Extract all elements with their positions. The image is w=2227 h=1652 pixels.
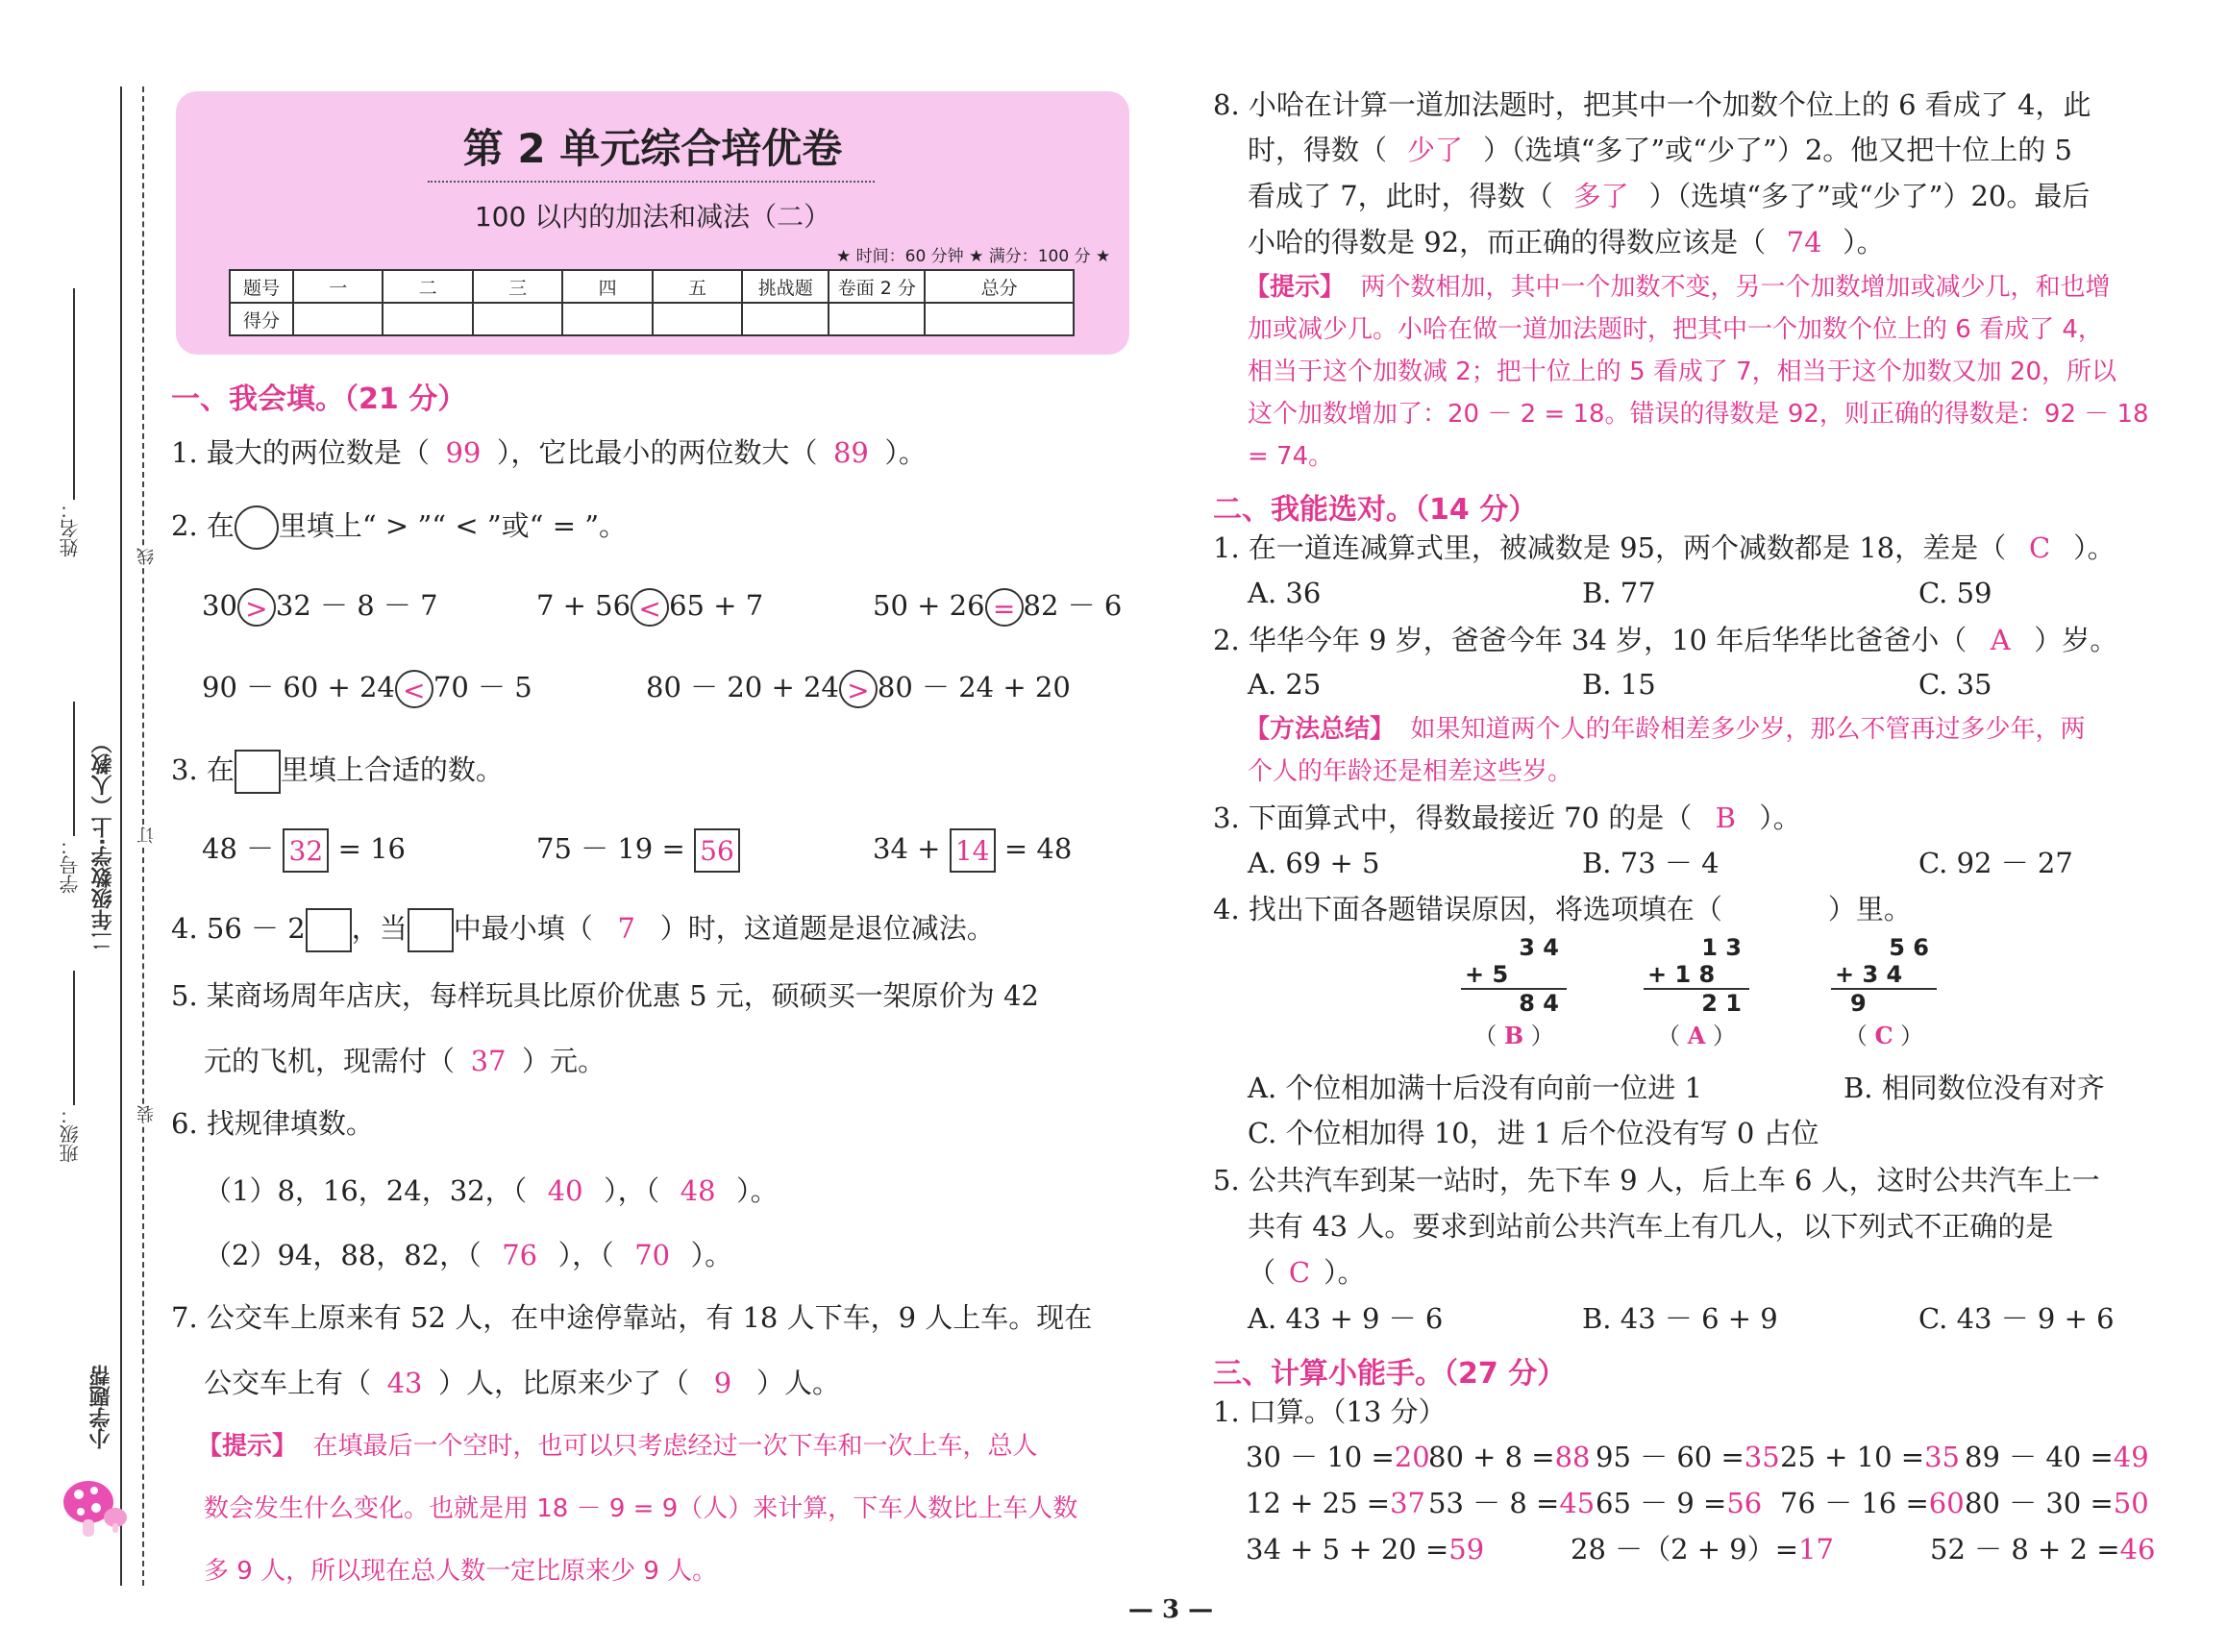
- calc-op: + 5: [1465, 961, 1509, 988]
- compare-item: 50 + 26 = 82 － 6: [873, 589, 1123, 625]
- oral-calc-answer[interactable]: 59: [1448, 1533, 1485, 1566]
- fill-box-answer[interactable]: 56: [694, 828, 740, 873]
- book-label: 二年级数学·上（人教）: [91, 731, 115, 951]
- option[interactable]: A. 36: [1248, 577, 1322, 609]
- option[interactable]: C. 92 － 27: [1918, 847, 2073, 879]
- time-score-meta: ★ 时间：60 分钟 ★ 满分：100 分 ★: [836, 247, 1111, 266]
- question-2: 2. 在 里填上“ > ”“ < ”或“ = ”。: [171, 505, 627, 550]
- oral-calc: 30 － 10 =20: [1246, 1441, 1430, 1473]
- s3-subheading: 1. 口算。（13 分）: [1213, 1395, 1447, 1428]
- option[interactable]: B. 73 － 4: [1582, 847, 1720, 879]
- oral-calc: 65 － 9 =56: [1596, 1487, 1763, 1519]
- oral-calc: 95 － 60 =35: [1596, 1441, 1780, 1473]
- answer-q1-1[interactable]: 99: [445, 436, 482, 469]
- brand-label: 小学题帮: [89, 1365, 113, 1449]
- compare-item: 30 > 32 － 8 － 7: [202, 589, 438, 625]
- oral-calc-answer[interactable]: 37: [1390, 1487, 1425, 1519]
- answer-q4[interactable]: 7: [617, 912, 635, 945]
- compare-item: 7 + 56 < 65 + 7: [536, 589, 764, 625]
- score-table-header: 五: [653, 270, 742, 303]
- score-table-header: 挑战题: [742, 270, 829, 303]
- option[interactable]: C. 59: [1918, 577, 1992, 609]
- oral-calc-answer[interactable]: 45: [1559, 1487, 1596, 1519]
- calc-top: 3 4: [1519, 934, 1559, 961]
- question-8-line3: 看成了 7，此时，得数（ 多了 ）（选填“多了”或“少了”）20。最后: [1248, 180, 2091, 212]
- cut-line-xian: 线: [135, 548, 160, 565]
- answer-q7-2[interactable]: 9: [713, 1367, 732, 1399]
- name-field-line[interactable]: [73, 288, 75, 500]
- score-cell[interactable]: [293, 303, 383, 335]
- score-table-header: 三: [473, 270, 562, 303]
- hint-q7: 【提示】 在填最后一个空时，也可以只考虑经过一次下车和一次上车，总人: [197, 1432, 1038, 1461]
- vertical-calc-2: 1 3 + 1 8 2 1 （ A ）: [1644, 934, 1749, 1050]
- score-table-header: 一: [293, 270, 383, 303]
- score-cell[interactable]: [473, 303, 562, 335]
- answer-q1-2[interactable]: 89: [832, 436, 869, 469]
- calc-result: 2 1: [1644, 988, 1749, 1017]
- id-label: 学号：: [59, 836, 82, 894]
- score-table-header: 总分: [925, 270, 1074, 303]
- section1-heading: 一、我会填。（21 分）: [171, 382, 467, 416]
- option[interactable]: A. 43 + 9 － 6: [1248, 1302, 1444, 1335]
- box-placeholder-icon: [408, 908, 454, 952]
- calc-result: 8 4: [1461, 988, 1567, 1017]
- calc-op: + 1 8: [1647, 961, 1716, 988]
- calc-result: 9: [1831, 988, 1937, 1017]
- hint-q8-line5: = 74。: [1248, 442, 1334, 471]
- question-4: 4. 56 － 2 ，当 中最小填（ 7 ）时，这道题是退位减法。: [171, 908, 995, 952]
- compare-answer[interactable]: =: [985, 588, 1024, 627]
- question-8-line4: 小哈的得数是 92，而正确的得数应该是（ 74 ）。: [1248, 226, 1885, 259]
- calc-top: 1 3: [1701, 934, 1742, 961]
- option[interactable]: B. 15: [1582, 668, 1656, 701]
- score-table-header: 四: [562, 270, 652, 303]
- answer-q6-4[interactable]: 70: [634, 1239, 671, 1271]
- circle-placeholder-icon: [235, 505, 279, 550]
- oral-calc-answer[interactable]: 20: [1394, 1441, 1430, 1473]
- method-summary-line2: 个人的年龄还是相差这些岁。: [1248, 757, 1573, 786]
- answer-q5[interactable]: 37: [470, 1045, 507, 1077]
- hint-q8-line2: 加或减少几。小哈在做一道加法题时，把其中一个加数个位上的 6 看成了 4，: [1248, 315, 2103, 344]
- section3-heading: 三、计算小能手。（27 分）: [1213, 1357, 1567, 1391]
- compare-answer[interactable]: <: [395, 670, 433, 708]
- oral-calc: 53 － 8 =45: [1428, 1487, 1596, 1519]
- answer-q7-1[interactable]: 43: [386, 1367, 423, 1399]
- answer-s2-q3[interactable]: B: [1715, 801, 1736, 834]
- page-number: — 3 —: [1127, 1595, 1214, 1624]
- s2-question-5: 5. 公共汽车到某一站时，先下车 9 人，后上车 6 人，这时公共汽车上一: [1213, 1164, 2100, 1196]
- name-label: 姓名：: [59, 500, 82, 557]
- oral-calc: 80 － 30 =50: [1965, 1487, 2149, 1519]
- oral-calc-answer[interactable]: 35: [1924, 1441, 1960, 1473]
- oral-calc-answer[interactable]: 17: [1798, 1533, 1834, 1566]
- option[interactable]: A. 个位相加满十后没有向前一位进 1: [1248, 1072, 1703, 1104]
- oral-calc: 89 － 40 =49: [1965, 1441, 2149, 1473]
- answer-s2-q2[interactable]: A: [1990, 624, 2011, 656]
- title-divider: [428, 181, 875, 183]
- question-7: 7. 公交车上原来有 52 人，在中途停靠站，有 18 人下车，9 人上车。现在: [171, 1301, 1093, 1334]
- score-row-label: 得分: [230, 303, 293, 335]
- page-title: 第 2 单元综合培优卷: [462, 125, 843, 172]
- calc-op: + 3 4: [1835, 961, 1903, 988]
- class-field-line[interactable]: [73, 971, 75, 1105]
- s2-question-3: 3. 下面算式中，得数最接近 70 的是（ B ）。: [1213, 801, 1801, 834]
- s2-question-5-line2: 共有 43 人。要求到站前公共汽车上有几人，以下列式不正确的是: [1248, 1210, 2054, 1243]
- compare-answer[interactable]: >: [839, 670, 878, 708]
- option[interactable]: C. 个位相加得 10，进 1 后个位没有写 0 占位: [1248, 1117, 1819, 1149]
- compare-answer[interactable]: >: [237, 588, 276, 627]
- oral-calc-answer[interactable]: 46: [2119, 1533, 2156, 1566]
- score-cell[interactable]: [742, 303, 829, 335]
- question-6-part1: （1）8，16，24，32，（ 40 ），（ 48 ）。: [204, 1174, 779, 1207]
- score-table: [229, 269, 1075, 336]
- s2-question-4: 4. 找出下面各题错误原因，将选项填在（ ）里。: [1213, 893, 1912, 925]
- oral-calc: 12 + 25 =37: [1246, 1487, 1425, 1519]
- answer-q6-1[interactable]: 40: [547, 1174, 583, 1207]
- oral-calc: 52 － 8 + 2 =46: [1930, 1533, 2156, 1566]
- fill-box-item: 48 － 32 = 16: [202, 828, 406, 873]
- question-8-line2: 时，得数（ 少了 ）（选填“多了”或“少了”）2。他又把十位上的 5: [1248, 134, 2072, 166]
- compare-item: 90 － 60 + 24 < 70 － 5: [202, 671, 532, 706]
- score-table-header: 卷面 2 分: [829, 270, 925, 303]
- answer-q8-1[interactable]: 少了: [1407, 134, 1464, 166]
- subtitle: 100 以内的加法和减法（二）: [474, 201, 831, 233]
- question-5: 5. 某商场周年店庆，每样玩具比原价优惠 5 元，硕硕买一架原价为 42: [171, 979, 1039, 1012]
- box-placeholder-icon: [235, 750, 281, 794]
- fill-box-item: 75 － 19 = 56: [536, 828, 740, 873]
- question-1: 1. 最大的两位数是（ 99 ），它比最小的两位数大（ 89 ）。: [171, 436, 927, 469]
- box-placeholder-icon: [306, 908, 352, 952]
- oral-calc: 76 － 16 =60: [1780, 1487, 1965, 1519]
- calc-answer[interactable]: B: [1503, 1022, 1524, 1049]
- method-summary: 【方法总结】 如果知道两个人的年龄相差多少岁，那么不管再过多少年，两: [1245, 715, 2086, 744]
- section2-heading: 二、我能选对。（14 分）: [1213, 493, 1538, 527]
- fill-box-item: 34 + 14 = 48: [873, 828, 1072, 873]
- hint-q7-line2: 数会发生什么变化。也就是用 18 － 9 = 9（人）来计算，下车人数比上车人数: [204, 1494, 1078, 1523]
- compare-item: 80 － 20 + 24 > 80 － 24 + 20: [646, 671, 1071, 706]
- vertical-calc-1: 3 4 + 5 8 4 （ B ）: [1461, 934, 1567, 1050]
- score-cell[interactable]: [383, 303, 472, 335]
- hint-q8-line3: 相当于这个加数减 2；把十位上的 5 看成了 7，相当于这个加数又加 20，所以: [1248, 358, 2117, 386]
- calc-answer[interactable]: A: [1687, 1022, 1706, 1049]
- score-table-header: 二: [383, 270, 472, 303]
- class-label: 班级：: [59, 1105, 82, 1163]
- answer-q6-2[interactable]: 48: [680, 1174, 716, 1207]
- fill-box-answer[interactable]: 32: [283, 828, 329, 873]
- mushroom-logo-icon: [58, 1475, 135, 1542]
- question-7-line2: 公交车上有（ 43 ）人，比原来少了（ 9 ）人。: [204, 1367, 841, 1399]
- cut-line-zhuang: 装: [135, 1105, 160, 1122]
- oral-calc-answer[interactable]: 60: [1928, 1487, 1965, 1519]
- answer-s2-q1[interactable]: C: [2029, 531, 2051, 564]
- hint-q8: 【提示】 两个数相加，其中一个加数不变，另一个加数增加或减少几，和也增: [1245, 273, 2111, 302]
- s2-question-1: 1. 在一道连减算式里，被减数是 95，两个减数都是 18，差是（ C ）。: [1213, 531, 2116, 564]
- score-cell[interactable]: [829, 303, 925, 335]
- question-6-part2: （2）94，88，82，（ 76 ），（ 70 ）。: [204, 1239, 733, 1271]
- oral-calc-answer[interactable]: 56: [1726, 1487, 1763, 1519]
- score-table-header: 题号: [230, 270, 293, 303]
- oral-calc: 34 + 5 + 20 =59: [1246, 1533, 1485, 1566]
- fill-box-answer[interactable]: 14: [950, 828, 996, 873]
- question-6: 6. 找规律填数。: [171, 1107, 374, 1140]
- oral-calc-answer[interactable]: 50: [2113, 1487, 2149, 1519]
- option[interactable]: B. 相同数位没有对齐: [1843, 1072, 2105, 1104]
- question-3: 3. 在 里填上合适的数。: [171, 750, 504, 794]
- option[interactable]: C. 43 － 9 + 6: [1918, 1302, 2115, 1335]
- question-8: 8. 小哈在计算一道加法题时，把其中一个加数个位上的 6 看成了 4，此: [1213, 88, 2091, 121]
- compare-answer[interactable]: <: [631, 588, 669, 627]
- oral-calc: 28 －（2 + 9）=17: [1571, 1533, 1834, 1566]
- oral-calc-answer[interactable]: 49: [2113, 1441, 2149, 1473]
- oral-calc-answer[interactable]: 88: [1554, 1441, 1591, 1473]
- s2-question-2: 2. 华华今年 9 岁，爸爸今年 34 岁，10 年后华华比爸爸小（ A ）岁。: [1213, 624, 2118, 656]
- answer-q8-3[interactable]: 74: [1786, 226, 1822, 259]
- option[interactable]: A. 69 + 5: [1248, 847, 1380, 879]
- score-cell[interactable]: [925, 303, 1074, 335]
- vertical-calc-3: 5 6 + 3 4 9 （ C ）: [1831, 934, 1937, 1050]
- answer-s2-q5[interactable]: C: [1288, 1256, 1311, 1289]
- oral-calc-answer[interactable]: 35: [1744, 1441, 1780, 1473]
- question-5-line2: 元的飞机，现需付（ 37 ）元。: [204, 1045, 606, 1077]
- cut-line-ding: 订: [135, 826, 160, 844]
- option[interactable]: A. 25: [1248, 668, 1322, 701]
- oral-calc: 25 + 10 =35: [1780, 1441, 1960, 1473]
- hint-q7-line3: 多 9 人，所以现在总人数一定比原来少 9 人。: [204, 1557, 718, 1586]
- s2-question-5-line3: （ C ）。: [1248, 1256, 1366, 1289]
- binding-solid-line: [120, 86, 122, 1586]
- oral-calc: 80 + 8 =88: [1428, 1441, 1591, 1473]
- option[interactable]: B. 77: [1582, 577, 1656, 609]
- hint-q8-line4: 这个加数增加了：20 － 2 = 18。错误的得数是 92，则正确的得数是：92 － 18: [1248, 400, 2149, 429]
- option[interactable]: B. 43 － 6 + 9: [1582, 1302, 1778, 1335]
- score-cell[interactable]: [562, 303, 652, 335]
- option[interactable]: C. 35: [1918, 668, 1992, 701]
- calc-top: 5 6: [1889, 934, 1929, 961]
- answer-q6-3[interactable]: 76: [502, 1239, 538, 1271]
- calc-answer[interactable]: C: [1874, 1022, 1893, 1049]
- id-field-line[interactable]: [73, 702, 75, 836]
- answer-q8-2[interactable]: 多了: [1572, 180, 1629, 212]
- score-cell[interactable]: [653, 303, 742, 335]
